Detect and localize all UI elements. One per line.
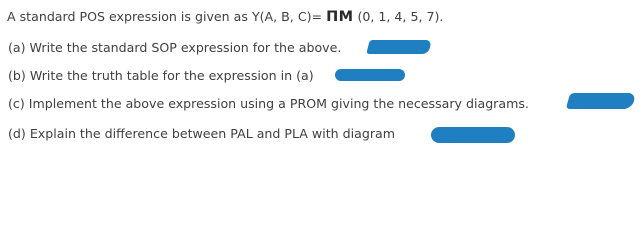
- redaction-mark: [566, 93, 637, 109]
- redaction-mark: [335, 69, 405, 81]
- product-of-maxterms-symbol: ΠM: [326, 9, 354, 25]
- maxterm-list: (0, 1, 4, 5, 7).: [353, 9, 444, 24]
- intro-text: A standard POS expression is given as Y(A, B, C)=: [7, 9, 327, 24]
- question-part-a: (a) Write the standard SOP expression for the above.: [8, 40, 342, 55]
- question-part-d: (d) Explain the difference between PAL and PLA with diagram: [8, 126, 396, 141]
- question-part-b: (b) Write the truth table for the expression in (a): [8, 68, 314, 83]
- redaction-mark: [431, 127, 515, 143]
- question-part-c: (c) Implement the above expression using a PROM giving the necessary diagrams.: [8, 96, 529, 111]
- question-intro: [7, 7, 443, 27]
- redaction-mark: [366, 40, 431, 54]
